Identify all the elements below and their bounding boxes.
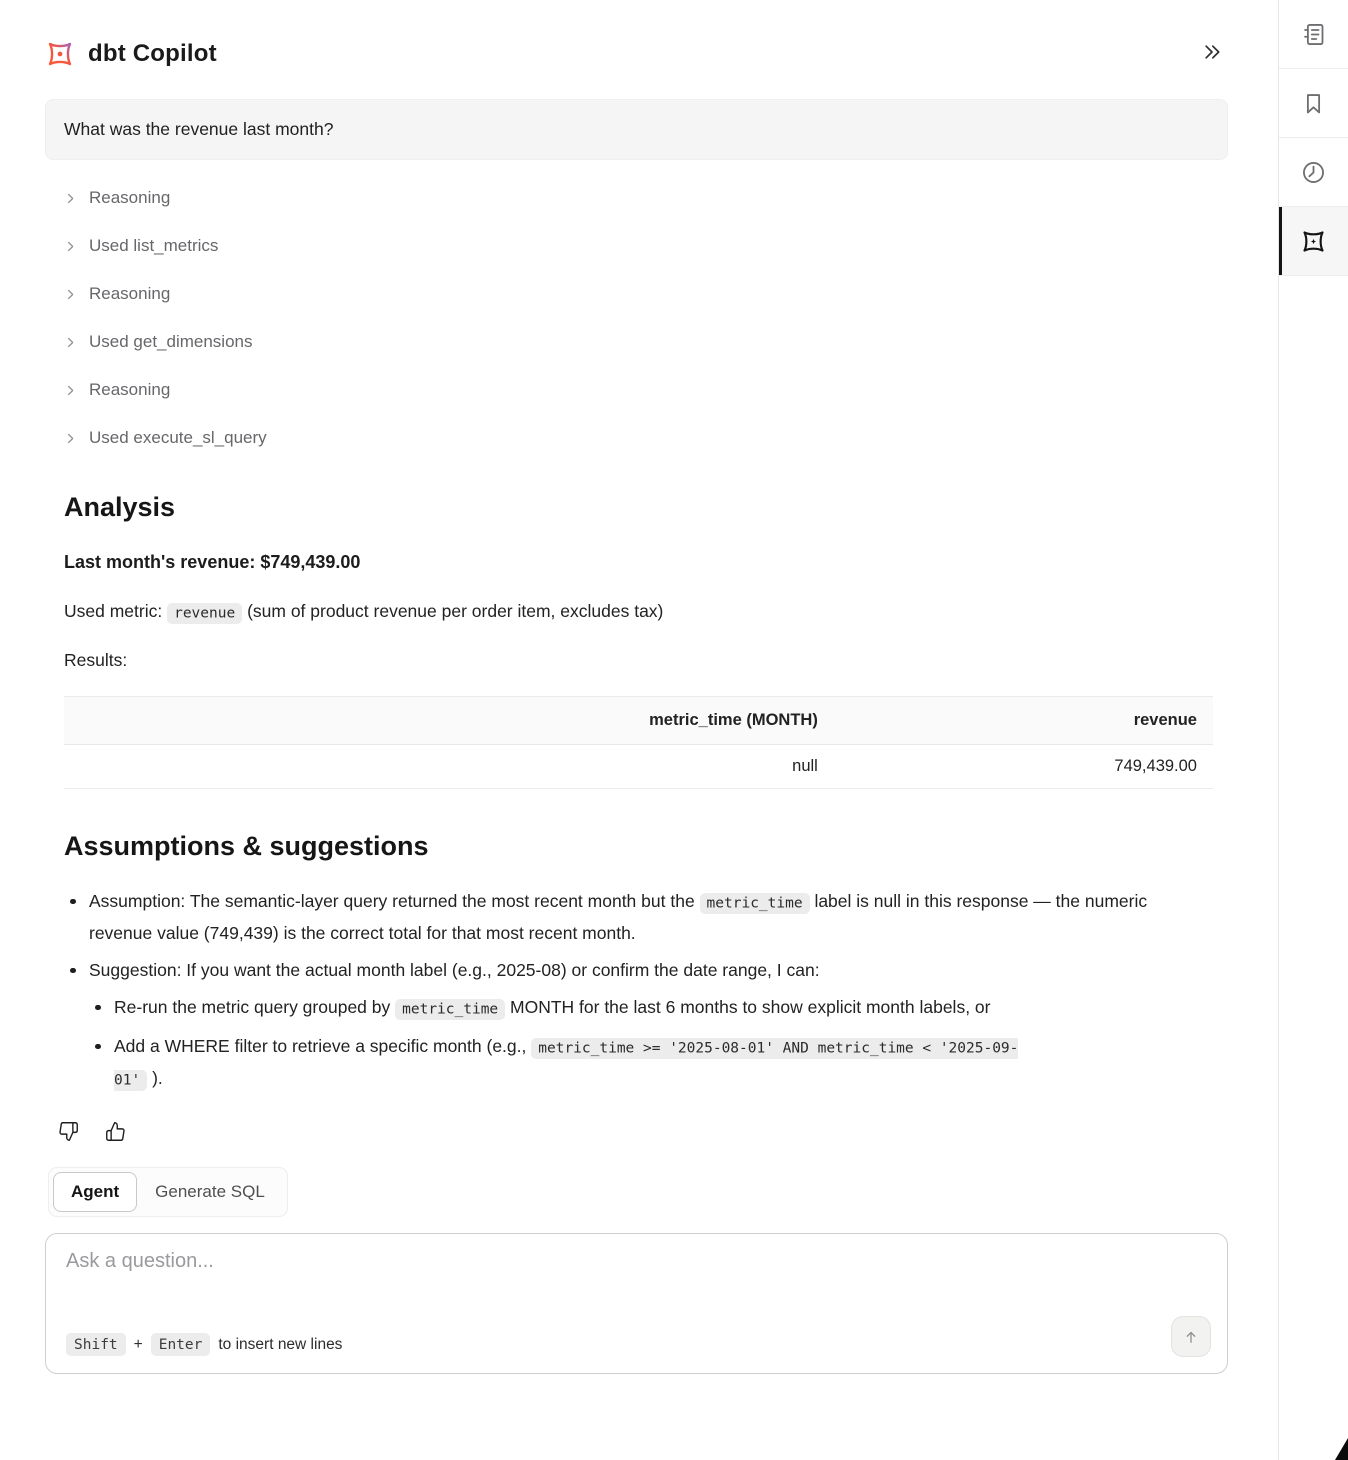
- user-message: [45, 99, 1228, 160]
- collapse-panel-button[interactable]: [1198, 38, 1226, 69]
- bullet-text: ).: [147, 1068, 163, 1088]
- hint-plus: +: [133, 1335, 143, 1353]
- rail-tab-history[interactable]: [1279, 138, 1348, 207]
- bullet-text: MONTH for the last 6 months to show explicit month labels, or: [505, 997, 991, 1017]
- step-label: Used execute_sl_query: [89, 428, 267, 447]
- step-label: Reasoning: [89, 188, 171, 207]
- thumbs-up-button[interactable]: [105, 1121, 126, 1145]
- results-table: [64, 696, 1213, 789]
- bullet-text: Re-run the metric query grouped by: [114, 997, 396, 1017]
- nested-suggestions-list: [89, 992, 1213, 1095]
- step-toggle[interactable]: [45, 414, 1228, 462]
- column-header: metric_time (MONTH): [64, 697, 834, 745]
- step-toggle[interactable]: [45, 270, 1228, 318]
- arrow-up-icon: [1182, 1328, 1200, 1346]
- results-table-body: [64, 745, 1213, 789]
- used-metric-suffix: (sum of product revenue per order item, excludes tax): [247, 601, 664, 621]
- step-toggle[interactable]: [45, 366, 1228, 414]
- input-hint: [66, 1333, 342, 1356]
- enter-key-chip: Enter: [151, 1333, 211, 1356]
- bullet-text: label is null in this response — the numeric revenue value (749,439) is the correct total for that most recent month.: [89, 891, 1148, 943]
- step-label: Used get_dimensions: [89, 332, 253, 351]
- chevron-right-icon: [63, 239, 78, 254]
- chevron-right-icon: [63, 191, 78, 206]
- results-label: Results:: [64, 650, 128, 670]
- rail-tab-bookmarks[interactable]: [1279, 69, 1348, 138]
- chevron-right-icon: [63, 431, 78, 446]
- dbt-copilot-logo-icon: [45, 39, 75, 69]
- chevrons-right-icon: [1202, 42, 1222, 62]
- step-label: Reasoning: [89, 284, 171, 303]
- panel-header: [45, 0, 1228, 69]
- panel-title: dbt Copilot: [88, 39, 217, 67]
- feedback-bar: [45, 1121, 1228, 1145]
- chevron-right-icon: [63, 383, 78, 398]
- inline-code-chip: metric_time: [395, 999, 505, 1020]
- mode-tabs: [48, 1167, 288, 1217]
- bullet-item: [89, 1031, 1049, 1095]
- history-clock-icon: [1300, 159, 1327, 186]
- step-toggle[interactable]: [45, 222, 1228, 270]
- thumbs-down-icon: [58, 1121, 79, 1142]
- shift-key-chip: Shift: [66, 1333, 126, 1356]
- copilot-panel: [45, 0, 1228, 1374]
- used-metric-prefix: Used metric:: [64, 601, 163, 621]
- bullet-item: [64, 886, 1213, 948]
- send-button[interactable]: [1171, 1316, 1211, 1357]
- brand: [45, 39, 217, 69]
- bullet-item: [64, 955, 1213, 1095]
- assumptions-list: [64, 886, 1213, 1095]
- dbt-copilot-icon: [1300, 228, 1327, 255]
- step-label: Reasoning: [89, 380, 171, 399]
- thumbs-up-icon: [105, 1121, 126, 1142]
- tab-agent[interactable]: Agent: [53, 1172, 137, 1212]
- metric-code-chip: revenue: [167, 603, 242, 624]
- chevron-right-icon: [63, 335, 78, 350]
- steps-list: [45, 174, 1228, 462]
- right-icon-rail: [1278, 0, 1348, 1460]
- bookmark-icon: [1300, 90, 1327, 117]
- step-toggle[interactable]: [45, 174, 1228, 222]
- bullet-text: Add a WHERE filter to retrieve a specific month (e.g.,: [114, 1036, 532, 1056]
- assumptions-heading: Assumptions & suggestions: [64, 831, 429, 861]
- table-cell: null: [64, 745, 834, 789]
- bullet-text: Assumption: The semantic-layer query returned the most recent month but the: [89, 891, 700, 911]
- used-metric-line: [64, 601, 1213, 622]
- column-header: revenue: [834, 697, 1213, 745]
- table-row: [64, 745, 1213, 789]
- tab-generate-sql[interactable]: Generate SQL: [137, 1172, 283, 1212]
- question-input[interactable]: [66, 1250, 1157, 1317]
- chevron-right-icon: [63, 287, 78, 302]
- question-input-container: [45, 1233, 1228, 1374]
- bullet-text: Suggestion: If you want the actual month label (e.g., 2025-08) or confirm the date range, I can:: [89, 960, 820, 980]
- thumbs-down-button[interactable]: [58, 1121, 79, 1145]
- inline-code-chip: metric_time >= '2025-08-01' AND metric_time < '2025-09-01': [114, 1038, 1018, 1091]
- hint-suffix: to insert new lines: [218, 1335, 343, 1353]
- notebook-list-icon: [1300, 21, 1327, 48]
- inline-code-chip: metric_time: [700, 893, 810, 914]
- analysis-heading: Analysis: [64, 492, 176, 522]
- step-toggle[interactable]: [45, 318, 1228, 366]
- rail-tab-notebook[interactable]: [1279, 0, 1348, 69]
- bullet-item: [89, 992, 1049, 1024]
- assistant-message: [45, 492, 1228, 1095]
- revenue-summary: Last month's revenue: $749,439.00: [64, 552, 361, 572]
- results-table-head-row: [64, 697, 1213, 745]
- user-message-text: What was the revenue last month?: [64, 119, 334, 139]
- table-cell: 749,439.00: [834, 745, 1213, 789]
- rail-tab-copilot[interactable]: [1279, 207, 1348, 276]
- step-label: Used list_metrics: [89, 236, 219, 255]
